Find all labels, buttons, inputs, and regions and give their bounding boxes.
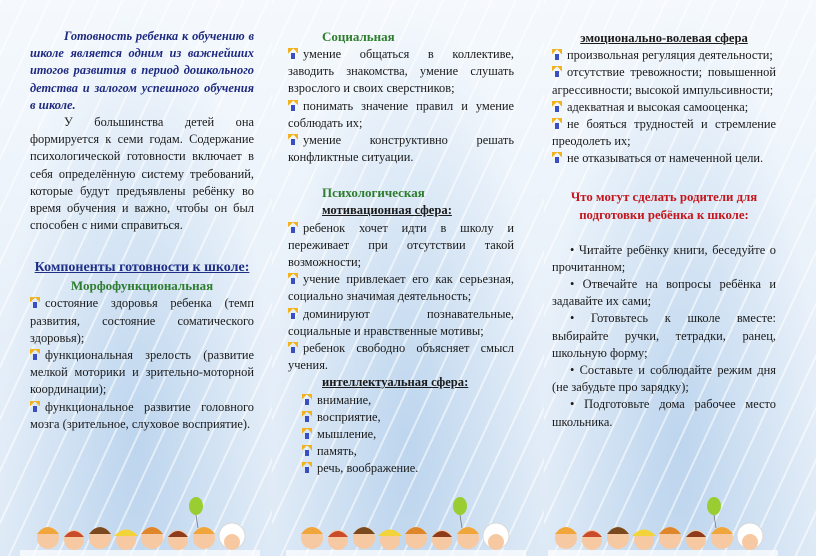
- children-illustration: [0, 492, 272, 556]
- arrow-bullet-icon: [288, 48, 298, 59]
- list-item: • Составьте и соблюдайте режим дня (не забудьте про зарядку);: [552, 363, 776, 395]
- arrow-bullet-icon: [302, 462, 312, 473]
- list-item: • Читайте ребёнку книги, беседуйте о прочитанном;: [552, 242, 776, 274]
- parents-heading: Что могут сделать родители для подготовки ребёнка к школе:: [570, 189, 758, 222]
- arrow-bullet-icon: [302, 394, 312, 405]
- panel-right: [544, 0, 816, 556]
- list-item: внимание,: [288, 392, 514, 409]
- balloon-icon: [453, 497, 467, 528]
- kid-face-icon: [405, 527, 427, 549]
- kid-face-icon: [555, 527, 577, 549]
- arrow-bullet-icon: [30, 401, 40, 412]
- list-item: не бояться трудностей и стремление преодолеть их;: [552, 117, 776, 149]
- kid-face-icon: [64, 530, 84, 550]
- kid-face-icon: [193, 527, 215, 549]
- children-illustration: [544, 492, 816, 556]
- arrow-bullet-icon: [288, 273, 298, 284]
- list-item: память,: [288, 443, 514, 460]
- list-item: адекватная и высокая самооценка;: [552, 99, 776, 116]
- panel-left: [0, 0, 272, 556]
- balloon-icon: [707, 497, 721, 528]
- list-item: восприятие,: [288, 409, 514, 426]
- arrow-bullet-icon: [30, 349, 40, 360]
- motiv-heading: мотивационная сфера:: [322, 203, 452, 218]
- list-item: ребенок свободно объясняет смысл учения.: [288, 341, 514, 373]
- list-item: умение конструктивно решать конфликтные ситуации.: [288, 133, 514, 165]
- kid-face-icon: [432, 530, 452, 550]
- arrow-bullet-icon: [552, 101, 562, 112]
- components-heading: Компоненты готовности к школе:: [34, 260, 250, 276]
- kid-face-icon: [711, 527, 733, 549]
- list-item: • Отвечайте на вопросы ребёнка и задавайте их сами;: [552, 277, 776, 309]
- balloon-icon: [189, 497, 203, 528]
- kid-face-icon: [301, 527, 323, 549]
- kid-face-icon: [582, 530, 602, 550]
- intro-text: Готовность ребенка к обучению в школе является одним из важнейших итогов развития в период дошкольного детства и залогом успешного обучения в школе.: [30, 29, 254, 112]
- kid-face-icon: [168, 530, 188, 550]
- kid-face-icon: [219, 523, 245, 550]
- panel-middle: [272, 0, 544, 556]
- kid-face-icon: [686, 530, 706, 550]
- arrow-bullet-icon: [552, 152, 562, 163]
- arrow-bullet-icon: [552, 49, 562, 60]
- arrow-bullet-icon: [302, 428, 312, 439]
- arrow-bullet-icon: [288, 100, 298, 111]
- list-item: функциональная зрелость (развитие мелкой моторики и зрительно-моторной координации);: [30, 348, 254, 397]
- arrow-bullet-icon: [552, 66, 562, 77]
- list-item: учение привлекает его как серьезная, социально значимая деятельность;: [288, 272, 514, 304]
- intro-paragraph: У большинства детей она формируется к семи годам. Содержание психологической готовности включает в себя определённую систему требований, которые будут предъявлены ребёнку во время обучения и важно, чтобы он был способен с ними справиться.: [30, 115, 254, 233]
- list-item: речь, воображение.: [288, 460, 514, 477]
- list-item: мышление,: [288, 426, 514, 443]
- kid-face-icon: [141, 527, 163, 549]
- kid-face-icon: [114, 530, 138, 551]
- kid-face-icon: [607, 527, 629, 549]
- list-item: функциональное развитие головного мозга (зрительное, слуховое восприятие).: [30, 399, 254, 431]
- psych-heading: Психологическая: [322, 185, 425, 201]
- list-item: понимать значение правил и умение соблюдать их;: [288, 98, 514, 130]
- emo-heading: эмоционально-волевая сфера: [580, 31, 748, 45]
- morph-heading: Морфофункциональная: [70, 278, 214, 294]
- kid-face-icon: [328, 530, 348, 550]
- list-item: • Готовьтесь к школе вместе: выбирайте ручки, тетрадки, ранец, школьную форму;: [552, 311, 776, 360]
- children-illustration: [272, 492, 544, 556]
- kid-face-icon: [378, 530, 402, 551]
- kid-face-icon: [659, 527, 681, 549]
- intel-heading: интеллектуальная сфера:: [322, 375, 469, 390]
- arrow-bullet-icon: [288, 308, 298, 319]
- arrow-bullet-icon: [552, 118, 562, 129]
- list-item: отсутствие тревожности; повышенной агрессивности; высокой импульсивности;: [552, 65, 776, 97]
- list-item: доминируют познавательные, социальные и нравственные мотивы;: [288, 306, 514, 338]
- kid-face-icon: [737, 523, 763, 550]
- arrow-bullet-icon: [30, 297, 40, 308]
- kid-face-icon: [89, 527, 111, 549]
- kid-face-icon: [632, 530, 656, 551]
- social-heading: Социальная: [322, 29, 395, 44]
- kid-face-icon: [483, 523, 509, 550]
- arrow-bullet-icon: [288, 222, 298, 233]
- list-item: состояние здоровья ребенка (темп развития, состояние соматического здоровья);: [30, 296, 254, 345]
- list-item: произвольная регуляция деятельности;: [552, 47, 776, 64]
- list-item: умение общаться в коллективе, заводить знакомства, умение слушать взрослого и своих сверстников;: [288, 47, 514, 96]
- arrow-bullet-icon: [288, 342, 298, 353]
- kid-face-icon: [37, 527, 59, 549]
- arrow-bullet-icon: [302, 445, 312, 456]
- list-item: • Подготовьте дома рабочее место школьника.: [552, 397, 776, 429]
- arrow-bullet-icon: [288, 134, 298, 145]
- list-item: не отказываться от намеченной цели.: [552, 150, 776, 167]
- list-item: ребенок хочет идти в школу и переживает при отсутствии такой возможности;: [288, 220, 514, 270]
- kid-face-icon: [353, 527, 375, 549]
- arrow-bullet-icon: [302, 411, 312, 422]
- kid-face-icon: [457, 527, 479, 549]
